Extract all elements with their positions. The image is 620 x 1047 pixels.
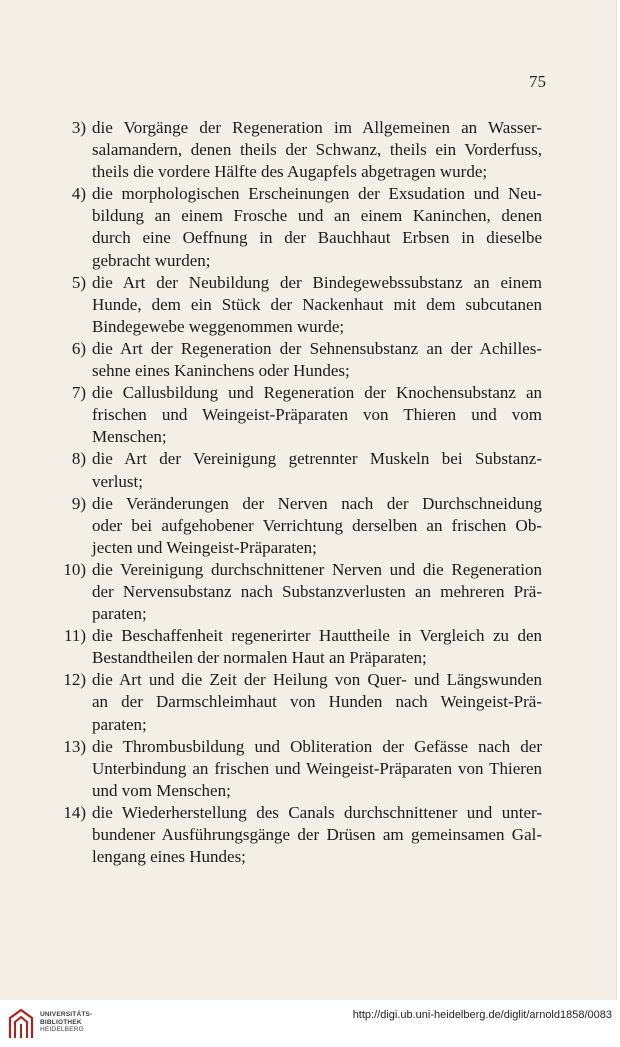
list-item [52, 117, 542, 183]
text-line: salamandern, denen theils der Schwanz, theils ein Vorderfuss, [92, 140, 542, 160]
text-line: lengang eines Hundes; [92, 847, 246, 867]
text-line: die Vorgänge der Regeneration im Allgemeinen an Wasser- [92, 118, 542, 137]
list-item [52, 802, 542, 868]
library-name-line: HEIDELBERG [40, 1026, 84, 1034]
list-item [52, 272, 542, 338]
text-line: bildung an einem Frosche und an einem Kaninchen, denen [92, 206, 542, 226]
text-line: die Thrombusbildung und Obliteration der Gefässe nach der [92, 736, 542, 756]
text-line: gebracht wurden; [92, 250, 211, 270]
item-number: 12) [63, 670, 86, 690]
item-number: 8) [71, 449, 86, 469]
list-item [52, 382, 542, 448]
list-item [52, 493, 542, 559]
text-line: die Callusbildung und Regeneration der Knochensubstanz an [92, 383, 542, 403]
text-line: die Vereinigung durchschnittener Nerven und die Regeneration [92, 559, 542, 579]
text-line: Unterbindung an frischen und Weingeist-Präparaten von Thieren [92, 758, 542, 778]
list-item [52, 338, 542, 382]
list-item [52, 736, 542, 802]
text-line: jecten und Weingeist-Präparaten; [92, 537, 317, 557]
item-number: 5) [71, 272, 86, 292]
page-number: 75 [529, 72, 546, 91]
library-name-line: BIBLIOTHEK [40, 1018, 82, 1026]
item-number: 11) [63, 626, 86, 646]
text-line: paraten; [92, 604, 147, 624]
text-line: die morphologischen Erscheinungen der Exsudation und Neu- [92, 184, 542, 204]
text-line: die Art der Neubildung der Bindegewebssubstanz an einem [92, 272, 542, 292]
item-number: 13) [63, 736, 86, 756]
item-number: 9) [71, 493, 86, 513]
list-item [52, 669, 542, 735]
text-line: die Veränderungen der Nerven nach der Durchschneidung [92, 493, 542, 513]
text-line: an der Darmschleimhaut von Hunden nach Weingeist-Prä- [92, 692, 542, 712]
text-line: die Wiederherstellung des Canals durchschnittener und unter- [92, 802, 542, 822]
text-line: frischen und Weingeist-Präparaten von Thieren und vom [92, 405, 542, 425]
item-number: 10) [63, 559, 86, 579]
enumerated-list [52, 117, 542, 868]
text-line: Menschen; [92, 427, 167, 447]
text-line: paraten; [92, 714, 147, 734]
text-line: die Art der Vereinigung getrennter Muskeln bei Substanz- [92, 449, 542, 469]
text-line: Bindegewebe weggenommen wurde; [92, 316, 345, 336]
library-name-line: UNIVERSITÄTS- [40, 1011, 93, 1018]
text-line: theils die vordere Hälfte des Augapfels abgetragen wurde; [92, 162, 488, 182]
text-line: die Art und die Zeit der Heilung von Quer- und Längswunden [92, 670, 542, 690]
university-library-logo-icon[interactable] [6, 1006, 36, 1040]
text-line: und vom Menschen; [92, 780, 231, 800]
list-item [52, 183, 542, 271]
text-line: die Beschaffenheit regenerirter Hauttheile in Vergleich zu den [92, 626, 542, 646]
item-number: 3) [71, 118, 86, 137]
list-item [52, 625, 542, 669]
text-line: durch eine Oeffnung in der Bauchhaut Erbsen in dieselbe [92, 228, 542, 248]
item-number: 7) [71, 383, 86, 403]
list-item [52, 448, 542, 492]
item-number: 4) [71, 184, 86, 204]
text-line: der Nervensubstanz nach Substanzverlusten an mehreren Prä- [92, 581, 542, 601]
text-line: Bestandtheilen der normalen Haut an Präparaten; [92, 648, 427, 668]
item-number: 6) [71, 338, 86, 358]
item-number: 14) [63, 802, 86, 822]
text-line: verlust; [92, 471, 143, 491]
source-url[interactable]: http://digi.ub.uni-heidelberg.de/diglit/arnold1858/0083 [352, 1009, 612, 1021]
text-line: sehne eines Kaninchens oder Hundes; [92, 361, 350, 381]
text-line: oder bei aufgehobener Verrichtung derselben an frischen Ob- [92, 515, 542, 535]
list-item [52, 559, 542, 625]
library-name [40, 1011, 92, 1034]
text-line: die Art der Regeneration der Sehnensubstanz an der Achilles- [92, 338, 542, 358]
text-line: Hunde, dem ein Stück der Nackenhaut mit dem subcutanen [92, 294, 542, 314]
footer-bar [0, 1000, 620, 1047]
text-line: bundener Ausführungsgänge der Drüsen am gemeinsamen Gal- [92, 825, 542, 844]
